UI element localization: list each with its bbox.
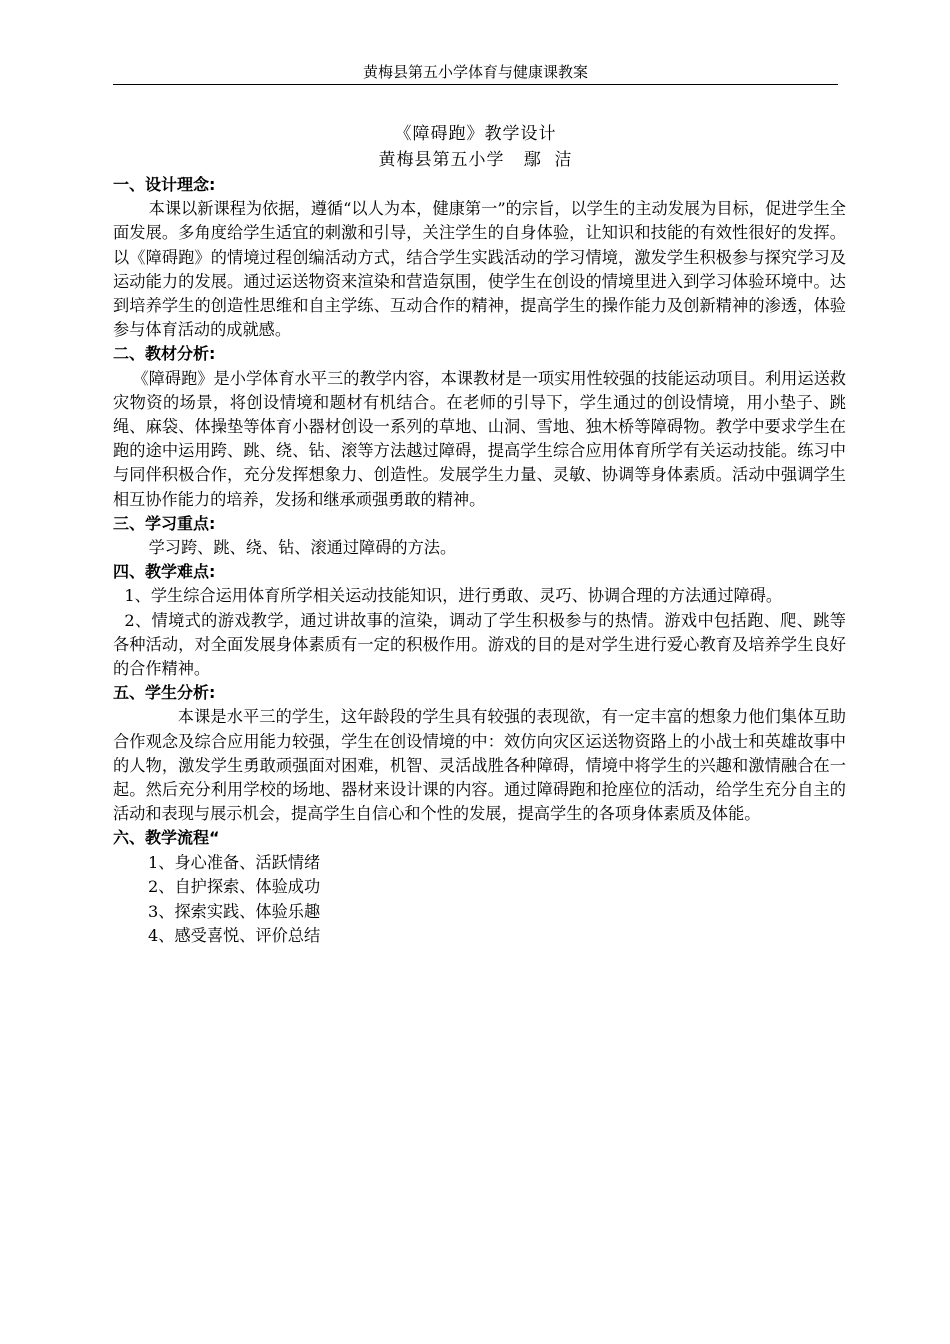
section-paragraph: 1、学生综合运用体育所学相关运动技能知识，进行勇敢、灵巧、协调合理的方法通过障碍。 bbox=[124, 586, 783, 606]
title-block bbox=[113, 121, 838, 173]
list-item: 3、探索实践、体验乐趣 bbox=[148, 901, 321, 921]
page-header: 黄梅县第五小学体育与健康课教案 bbox=[362, 63, 588, 81]
section-teaching-flow bbox=[113, 826, 846, 949]
list-item: 4、感受喜悦、评价总结 bbox=[148, 926, 321, 946]
section-title: 一、设计理念: bbox=[113, 175, 216, 194]
section-difficulties bbox=[113, 560, 846, 681]
section-title: 六、教学流程“ bbox=[113, 828, 220, 848]
section-paragraph: 本课是水平三的学生，这年龄段的学生具有较强的表现欲，有一定丰富的想象力他们集体互助合作观念及综合应用能力较强，学生在创设情境的中：效仿向灾区运送物资路上的小战士和英雄故事中的人物，激发学生勇敢顽强面对困难，机智、灵活战胜各种障碍，情境中将学生的兴趣和激情融合在一起。然后充分利用学校的场地、器材来设计课的内容。通过障碍跑和抢座位的活动，给学生充分自主的活动和表现与展示机会，提高学生自信心和个性的发展，提高学生的各项身体素质及体能。 bbox=[113, 707, 846, 824]
section-student-analysis bbox=[113, 681, 846, 826]
list-item: 1、身心准备、活跃情绪 bbox=[148, 852, 321, 872]
section-design-concept bbox=[113, 173, 846, 342]
document-title: 《障碍跑》教学设计 bbox=[394, 124, 557, 144]
list-item: 2、自护探索、体验成功 bbox=[148, 877, 321, 897]
section-paragraph: 《障碍跑》是小学体育水平三的教学内容，本课教材是一项实用性较强的技能运动项目。利用运送救灾物资的场景，将创设情境和题材有机结合。在老师的引导下，学生通过的创设情境，用小垫子、跳绳、麻袋、体操垫等体育小器材创设一系列的草地、山洞、雪地、独木桥等障碍物。教学中要求学生在跑的途中运用跨、跳、绕、钻、滚等方法越过障碍，提高学生综合应用体育所学有关运动技能。练习中与同伴积极合作，充分发挥想象力、创造性。发展学生力量、灵敏、协调等身体素质。活动中强调学生相互协作能力的培养，发扬和继承顽强勇敢的精神。 bbox=[113, 368, 846, 509]
section-paragraph: 学习跨、跳、绕、钻、滚通过障碍的方法。 bbox=[148, 538, 457, 558]
section-title: 二、教材分析: bbox=[113, 344, 216, 364]
section-title: 五、学生分析: bbox=[113, 683, 216, 703]
header-divider bbox=[113, 84, 838, 85]
section-title: 三、学习重点: bbox=[113, 513, 216, 533]
document-author: 黄梅县第五小学 鄢 洁 bbox=[378, 150, 573, 170]
section-title: 四、教学难点: bbox=[113, 562, 216, 582]
teaching-flow-list bbox=[113, 851, 846, 949]
section-paragraph: 2、情境式的游戏教学，通过讲故事的渲染，调动了学生积极参与的热情。游戏中包括跑、爬、跳等各种活动，对全面发展身体素质有一定的积极作用。游戏的目的是对学生进行爱心教育及培养学生良好的合作精神。 bbox=[113, 610, 846, 679]
section-material-analysis bbox=[113, 342, 846, 511]
document-body bbox=[113, 173, 846, 949]
section-paragraph: 本课以新课程为依据，遵循“以人为本，健康第一”的宗旨，以学生的主动发展为目标，促进学生全面发展。多角度给学生适宜的刺激和引导，关注学生的自身体验，让知识和技能的有效性很好的发挥。以《障碍跑》的情境过程创编活动方式，结合学生实践活动的学习情境，激发学生积极参与探究学习及运动能力的发展。通过运送物资来渲染和营造氛围，使学生在创设的情境里进入到学习体验环境中。达到培养学生的创造性思维和自主学练、互动合作的精神，提高学生的操作能力及创新精神的渗透，体验参与体育活动的成就感。 bbox=[113, 199, 846, 340]
section-key-points bbox=[113, 512, 846, 560]
